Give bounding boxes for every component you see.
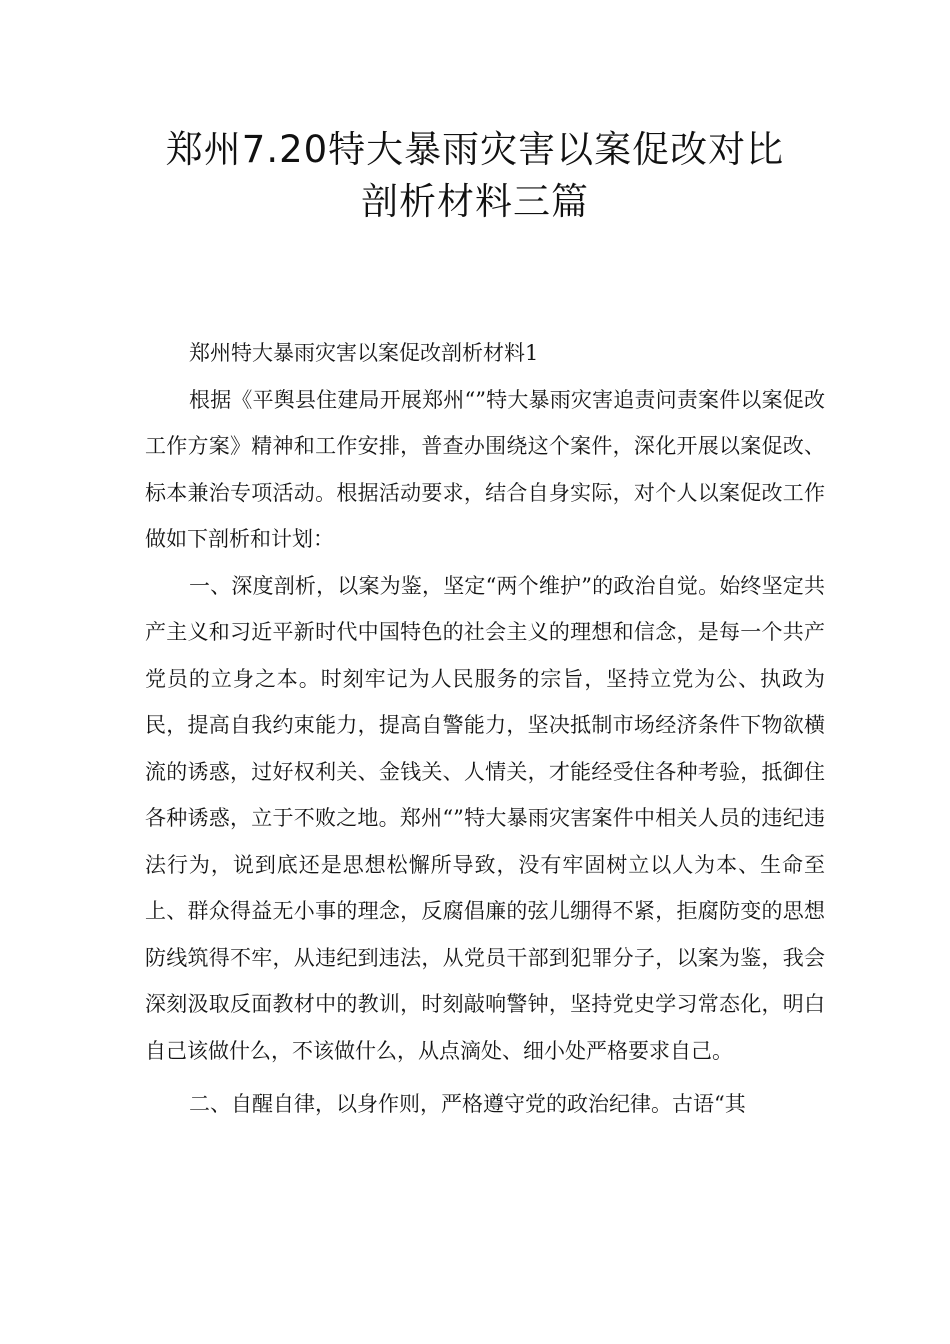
paragraph-section-two: 二、自醒自律，以身作则，严格遵守党的政治纪律。古语“其: [189, 1092, 746, 1116]
paragraph-intro: 根据《平舆县住建局开展郑州“”特大暴雨灾害追责问责案件以案促改工作方案》精神和工作安排，普查办围绕这个案件，深化开展以案促改、标本兼治专项活动。根据活动要求，结合自身实际，对个人以案促改工作做如下剖析和计划：: [145, 387, 825, 551]
title-line-2: 剖析材料三篇: [361, 180, 589, 223]
section-subheading: 郑州特大暴雨灾害以案促改剖析材料1: [189, 341, 539, 365]
title-line-1: 郑州7.20特大暴雨灾害以案促改对比: [165, 128, 785, 171]
document-title: [0, 124, 950, 228]
document-body: [145, 330, 825, 1128]
paragraph-section-one: 一、深度剖析，以案为鉴，坚定“两个维护”的政治自觉。始终坚定共产主义和习近平新时代中国特色的社会主义的理想和信念，是每一个共产党员的立身之本。时刻牢记为人民服务的宗旨，坚持立党为公、执政为民，提高自我约束能力，提高自警能力，坚决抵制市场经济条件下物欲横流的诱惑，过好权利关、金钱关、人情关，才能经受住各种考验，抵御住各种诱惑，立于不败之地。郑州“”特大暴雨灾害案件中相关人员的违纪违法行为，说到底还是思想松懈所导致，没有牢固树立以人为本、生命至上、群众得益无小事的理念，反腐倡廉的弦儿绷得不紧，拒腐防变的思想防线筑得不牢，从违纪到违法，从党员干部到犯罪分子，以案为鉴，我会深刻汲取反面教材中的教训，时刻敲响警钟，坚持党史学习常态化，明白自己该做什么，不该做什么，从点滴处、细小处严格要求自己。: [145, 573, 825, 1063]
